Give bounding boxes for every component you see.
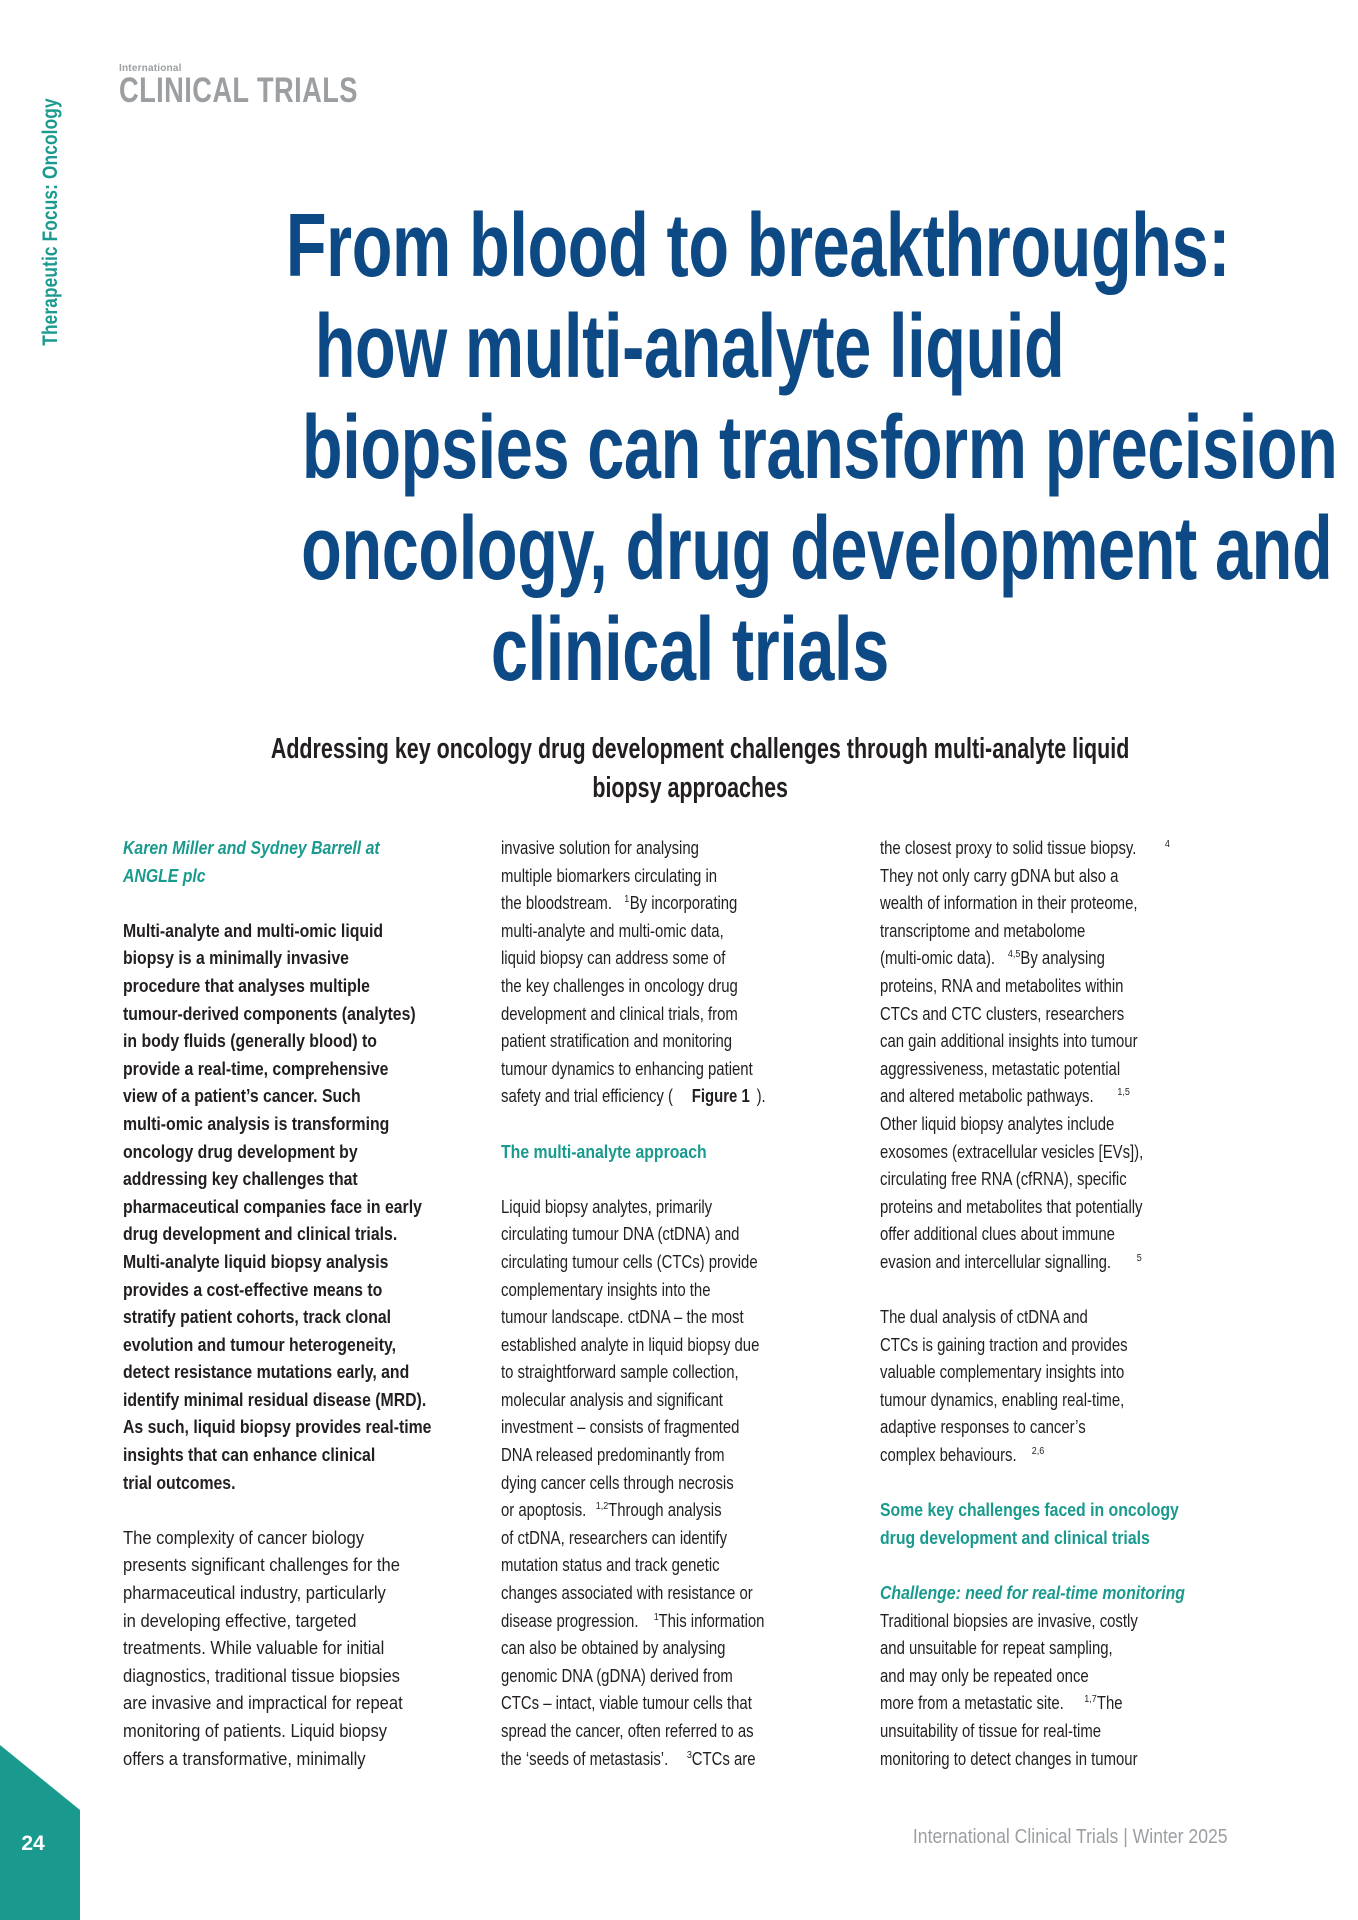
text-line — [123, 1358, 483, 1386]
text-line-content — [880, 1248, 1142, 1276]
text-line-content — [880, 917, 1108, 945]
text-run: proteins and metabolites that potentially — [880, 1195, 1143, 1217]
text-run: monitoring to detect changes in tumour — [880, 1747, 1138, 1769]
text-line-content: evolution and tumour heterogeneity, — [123, 1333, 396, 1355]
column-1 — [123, 834, 483, 1772]
text-line-content — [880, 1607, 1166, 1635]
text-line-content: tumour-derived components (analytes) — [123, 1002, 416, 1024]
running-footer-text: International Clinical Trials | Winter 2025 — [913, 1826, 1228, 1848]
text-run: genomic DNA (gDNA) derived from — [501, 1664, 733, 1686]
text-line-content — [880, 1082, 1130, 1110]
text-line-content: biopsy is a minimally invasive — [123, 947, 349, 969]
text-line — [123, 1276, 483, 1304]
text-line-content — [880, 1027, 1166, 1055]
text-line — [123, 1469, 483, 1497]
text-line-content: detect resistance mutations early, and — [123, 1361, 410, 1383]
text-line-content: addressing key challenges that — [123, 1168, 358, 1190]
subtitle-line-text: biopsy approaches — [592, 772, 788, 804]
text-line-content: As such, liquid biopsy provides real-time — [123, 1416, 432, 1438]
text-line-content — [880, 1717, 1126, 1745]
text-line — [123, 1110, 483, 1138]
citation-superscript[interactable]: 3 — [686, 1749, 692, 1761]
text-run: liquid biopsy can address some of — [501, 947, 726, 969]
text-line — [123, 1607, 483, 1635]
text-line — [880, 1413, 1240, 1441]
text-line-content — [880, 862, 1145, 890]
text-line — [123, 1303, 483, 1331]
text-run: exosomes (extracellular vesicles [EVs]), — [880, 1140, 1144, 1162]
text-line-content — [501, 1358, 765, 1386]
text-line-content — [880, 1358, 1151, 1386]
text-line-content — [501, 1469, 760, 1497]
text-line — [501, 1717, 861, 1745]
text-run: multiple biomarkers circulating in — [501, 864, 718, 886]
text-line-content: in developing effective, targeted — [123, 1609, 357, 1631]
body-paragraph — [880, 1303, 1240, 1469]
text-line — [501, 1248, 861, 1276]
text-line — [501, 1662, 861, 1690]
text-line-content: multi-omic analysis is transforming — [123, 1112, 390, 1134]
text-line — [501, 1220, 861, 1248]
text-run: tumour landscape. ctDNA – the most — [501, 1306, 744, 1328]
text-line — [123, 1634, 483, 1662]
text-run: to straightforward sample collection, — [501, 1361, 739, 1383]
text-run: They not only carry gDNA but also a — [880, 864, 1119, 886]
text-line — [501, 1193, 861, 1221]
citation-superscript[interactable]: 1,5 — [1117, 1087, 1130, 1099]
text-line — [501, 1386, 861, 1414]
text-line-content — [501, 1027, 758, 1055]
section-heading — [880, 1496, 1240, 1551]
byline — [123, 834, 483, 889]
text-run: Traditional biopsies are invasive, costly — [880, 1609, 1138, 1631]
text-line-content — [880, 1634, 1139, 1662]
text-run: and unsuitable for repeat sampling, — [880, 1637, 1113, 1659]
text-line — [880, 1055, 1240, 1083]
text-line-content — [880, 1110, 1140, 1138]
body-paragraph — [501, 834, 861, 1110]
title-line — [120, 499, 1333, 600]
subtitle-line — [120, 769, 1260, 808]
text-line — [501, 1303, 861, 1331]
text-run: circulating tumour DNA (ctDNA) and — [501, 1223, 740, 1245]
citation-superscript[interactable]: 1 — [624, 894, 630, 906]
text-line — [501, 1496, 861, 1524]
text-line — [501, 889, 861, 917]
text-run: or apoptosis. — [501, 1499, 587, 1521]
text-line-content: offers a transformative, minimally — [123, 1747, 366, 1769]
section-label — [40, 70, 62, 374]
logo-small-text: International — [119, 63, 182, 74]
text-line-content — [501, 1496, 734, 1524]
text-run: more from a metastatic site. — [880, 1692, 1064, 1714]
text-line-content — [501, 1055, 781, 1083]
text-line-content — [501, 1248, 786, 1276]
text-line — [501, 1745, 861, 1773]
text-line-content: view of a patient’s cancer. Such — [123, 1085, 361, 1107]
text-run: proteins, RNA and metabolites within — [880, 974, 1124, 996]
text-run: evasion and intercellular signalling. — [880, 1250, 1112, 1272]
text-line-content — [880, 1441, 1044, 1469]
text-line-content: pharmaceutical industry, particularly — [123, 1582, 386, 1604]
text-line-content — [501, 972, 764, 1000]
text-line — [123, 1055, 483, 1083]
text-line-content — [501, 1441, 749, 1469]
text-line — [123, 1689, 483, 1717]
text-line-content — [501, 1689, 780, 1717]
text-line-content: treatments. While valuable for initial — [123, 1637, 385, 1659]
text-line-content — [501, 862, 741, 890]
text-run: CTCs – intact, viable tumour cells that — [501, 1692, 752, 1714]
page-number: 24 — [21, 1832, 45, 1855]
text-line — [123, 1745, 483, 1773]
text-line-content — [880, 834, 1170, 862]
text-run: molecular analysis and significant — [501, 1388, 723, 1410]
citation-superscript[interactable]: 2,6 — [1031, 1446, 1045, 1458]
text-line — [880, 834, 1240, 862]
text-line — [501, 1082, 861, 1110]
text-line-content — [880, 1055, 1147, 1083]
text-line-content: diagnostics, traditional tissue biopsies — [123, 1664, 400, 1686]
text-run: and may only be repeated once — [880, 1664, 1089, 1686]
text-line — [501, 1276, 861, 1304]
text-line — [123, 1138, 483, 1166]
text-line-content — [880, 1000, 1151, 1028]
body-paragraph — [880, 834, 1240, 1276]
text-line — [880, 1110, 1240, 1138]
text-run: Other liquid biopsy analytes include — [880, 1112, 1115, 1134]
text-line-content: pharmaceutical companies face in early — [123, 1195, 422, 1217]
running-footer — [870, 1826, 1228, 1849]
text-run: safety and trial efficiency ( — [501, 1085, 673, 1107]
title-line — [120, 398, 1338, 499]
text-line-content: provides a cost-effective means to — [123, 1278, 383, 1300]
text-line-content: Multi-analyte and multi-omic liquid — [123, 919, 384, 941]
text-line-content — [880, 1745, 1166, 1773]
text-line-content: The complexity of cancer biology — [123, 1526, 365, 1548]
text-run: circulating free RNA (cfRNA), specific — [880, 1168, 1127, 1190]
text-line-content — [501, 1634, 750, 1662]
text-line — [880, 1607, 1240, 1635]
title-line-text: oncology, drug development and — [301, 499, 1333, 599]
text-line — [123, 1331, 483, 1359]
text-line-content — [501, 1331, 788, 1359]
citation-superscript[interactable]: 1 — [653, 1611, 659, 1623]
text-line-content — [880, 1331, 1155, 1359]
byline-line: Karen Miller and Sydney Barrell at — [123, 837, 380, 858]
citation-superscript[interactable]: 1,7 — [1084, 1694, 1097, 1706]
text-run: DNA released predominantly from — [501, 1444, 725, 1466]
text-line — [880, 1193, 1240, 1221]
section-heading-text: drug development and clinical trials — [880, 1526, 1150, 1548]
text-run: Through analysis — [608, 1499, 722, 1521]
citation-superscript[interactable]: 5 — [1136, 1252, 1142, 1264]
text-line-content — [501, 1276, 734, 1304]
text-line-content — [880, 972, 1150, 1000]
text-run: CTCs are — [691, 1747, 756, 1769]
text-line — [501, 862, 861, 890]
text-line-content — [501, 1386, 748, 1414]
text-line — [501, 834, 861, 862]
text-line — [880, 1358, 1240, 1386]
subsection-heading — [880, 1579, 1240, 1607]
text-line — [880, 1000, 1240, 1028]
text-line-content — [501, 889, 749, 917]
text-line — [501, 1055, 861, 1083]
text-run: invasive solution for analysing — [501, 837, 699, 858]
title-line-text: From blood to breakthroughs: — [285, 196, 1231, 296]
text-line-content: identify minimal residual disease (MRD). — [123, 1388, 427, 1410]
text-line-content — [880, 1220, 1141, 1248]
text-line — [880, 917, 1240, 945]
text-line-content: monitoring of patients. Liquid biopsy — [123, 1720, 388, 1741]
text-line — [123, 1413, 483, 1441]
text-line-content — [501, 944, 750, 972]
text-line — [501, 1634, 861, 1662]
text-run: multi-analyte and multi-omic data, — [501, 919, 724, 941]
text-line — [501, 1000, 861, 1028]
text-run: valuable complementary insights into — [880, 1361, 1125, 1383]
title-line — [120, 600, 1260, 701]
text-line-content — [880, 1193, 1172, 1221]
subsection-heading-text: Challenge: need for real-time monitoring — [880, 1582, 1185, 1604]
text-line-content — [501, 1303, 771, 1331]
text-line — [501, 944, 861, 972]
publication-logo — [119, 63, 425, 110]
text-line — [880, 1303, 1240, 1331]
text-line — [123, 1027, 483, 1055]
text-run: By incorporating — [629, 892, 737, 914]
text-line — [501, 1358, 861, 1386]
text-line-content — [501, 1413, 766, 1441]
text-line-content: drug development and clinical trials. — [123, 1223, 398, 1245]
text-line-content — [501, 1220, 766, 1248]
text-run: The — [1096, 1692, 1123, 1714]
text-line — [880, 1689, 1240, 1717]
section-heading-text: Some key challenges faced in oncology — [880, 1499, 1179, 1521]
text-run: adaptive responses to cancer’s — [880, 1416, 1086, 1438]
text-line — [880, 862, 1240, 890]
text-line — [880, 1165, 1240, 1193]
text-line-content — [501, 1579, 781, 1607]
section-heading-text: The multi-analyte approach — [501, 1140, 707, 1162]
text-run: tumour dynamics, enabling real-time, — [880, 1388, 1125, 1410]
text-line — [880, 1138, 1240, 1166]
text-line — [880, 972, 1240, 1000]
text-run: established analyte in liquid biopsy due — [501, 1333, 760, 1355]
text-line-content: in body fluids (generally blood) to — [123, 1030, 377, 1052]
text-run: changes associated with resistance or — [501, 1582, 753, 1604]
text-run: development and clinical trials, from — [501, 1002, 738, 1024]
text-run: (multi-omic data). — [880, 947, 996, 969]
text-run: disease progression. — [501, 1609, 639, 1631]
text-line-content: presents significant challenges for the — [123, 1554, 400, 1576]
text-line — [123, 1579, 483, 1607]
text-line — [123, 1193, 483, 1221]
text-line — [501, 1413, 861, 1441]
text-line — [501, 1331, 861, 1359]
text-line-content: Multi-analyte liquid biopsy analysis — [123, 1250, 389, 1272]
text-run: dying cancer cells through necrosis — [501, 1471, 734, 1493]
text-run: spread the cancer, often referred to as — [501, 1720, 754, 1741]
citation-superscript[interactable]: 1,2 — [595, 1501, 609, 1513]
article-subtitle — [120, 730, 1260, 808]
body-paragraph — [880, 1607, 1240, 1773]
text-run: complementary insights into the — [501, 1278, 711, 1300]
text-run: of ctDNA, researchers can identify — [501, 1526, 728, 1548]
text-line — [880, 1331, 1240, 1359]
text-run: investment – consists of fragmented — [501, 1416, 740, 1438]
text-line — [880, 1082, 1240, 1110]
text-run: the key challenges in oncology drug — [501, 974, 738, 996]
text-line — [123, 972, 483, 1000]
text-run: the closest proxy to solid tissue biopsy. — [880, 837, 1137, 858]
text-run: Liquid biopsy analytes, primarily — [501, 1195, 713, 1217]
section-label-text: Therapeutic Focus: Oncology — [39, 98, 62, 346]
text-line — [501, 1689, 861, 1717]
text-run: tumour dynamics to enhancing patient — [501, 1057, 753, 1079]
text-line-content: provide a real-time, comprehensive — [123, 1057, 389, 1079]
text-line — [880, 944, 1240, 972]
text-line — [501, 1524, 861, 1552]
text-run: By analysing — [1020, 947, 1105, 969]
subtitle-line — [120, 730, 1260, 769]
text-line — [123, 1386, 483, 1414]
text-line-content — [880, 1662, 1112, 1690]
text-line — [123, 1441, 483, 1469]
text-line-content: stratify patient cohorts, track clonal — [123, 1306, 392, 1328]
text-run: ). — [756, 1085, 766, 1107]
text-line-content — [501, 1717, 782, 1745]
text-run: and altered metabolic pathways. — [880, 1085, 1094, 1107]
text-line-content — [501, 834, 721, 862]
text-line-content — [501, 1551, 744, 1579]
text-line — [123, 1248, 483, 1276]
text-line-content — [880, 1386, 1151, 1414]
logo-main-text: CLINICAL TRIALS — [119, 71, 358, 110]
text-run: patient stratification and monitoring — [501, 1030, 733, 1052]
text-run: circulating tumour cells (CTCs) provide — [501, 1250, 758, 1272]
text-line-content — [501, 1524, 752, 1552]
text-line — [880, 1248, 1240, 1276]
figure-reference[interactable]: Figure 1 — [692, 1085, 751, 1107]
title-line-text: biopsies can transform precision — [301, 398, 1338, 498]
text-line-content — [501, 1000, 764, 1028]
text-run: complex behaviours. — [880, 1444, 1017, 1466]
lead-paragraph — [123, 917, 483, 1496]
text-line — [123, 1662, 483, 1690]
text-run: mutation status and track genetic — [501, 1554, 720, 1576]
text-run: wealth of information in their proteome, — [880, 892, 1138, 914]
text-run: aggressiveness, metastatic potential — [880, 1057, 1121, 1079]
text-line — [123, 917, 483, 945]
text-line — [880, 889, 1240, 917]
text-line — [501, 1469, 861, 1497]
text-line — [123, 944, 483, 972]
text-line — [880, 1662, 1240, 1690]
text-line — [880, 1027, 1240, 1055]
text-run: can gain additional insights into tumour — [880, 1030, 1138, 1052]
text-line-content: insights that can enhance clinical — [123, 1444, 376, 1466]
subtitle-line-text: Addressing key oncology drug development challenges through multi-analyte liquid — [270, 733, 1130, 765]
citation-superscript[interactable]: 4 — [1164, 839, 1170, 850]
text-run: This information — [658, 1609, 765, 1631]
text-line — [501, 1579, 861, 1607]
text-line-content — [880, 1413, 1109, 1441]
text-line-content — [501, 1082, 767, 1110]
citation-superscript[interactable]: 4,5 — [1007, 949, 1021, 961]
text-line-content — [501, 1193, 736, 1221]
text-line — [123, 1220, 483, 1248]
text-run: CTCs is gaining traction and provides — [880, 1333, 1128, 1355]
title-line — [120, 196, 1260, 297]
text-line-content — [880, 1689, 1125, 1717]
text-line — [880, 1220, 1240, 1248]
text-line — [501, 1551, 861, 1579]
text-line-content — [501, 1607, 776, 1635]
text-run: the ‘seeds of metastasis’. — [501, 1747, 669, 1769]
text-line — [501, 1607, 861, 1635]
text-run: The dual analysis of ctDNA and — [880, 1306, 1088, 1328]
section-heading — [501, 1138, 861, 1166]
body-paragraph — [123, 1524, 483, 1772]
text-line — [501, 972, 861, 1000]
byline-line: ANGLE plc — [123, 864, 206, 886]
text-line — [880, 1717, 1240, 1745]
text-line — [123, 1524, 483, 1552]
text-line — [880, 1441, 1240, 1469]
article-title — [120, 196, 1338, 701]
text-line — [123, 1082, 483, 1110]
text-line-content — [880, 944, 1114, 972]
text-line — [123, 1717, 483, 1745]
text-run: offer additional clues about immune — [880, 1223, 1115, 1245]
text-line-content — [880, 1303, 1111, 1331]
text-run: unsuitability of tissue for real-time — [880, 1720, 1102, 1741]
text-line-content: are invasive and impractical for repeat — [123, 1692, 403, 1714]
text-line-content — [880, 889, 1166, 917]
text-line — [501, 1027, 861, 1055]
column-2 — [501, 834, 861, 1772]
text-line-content: procedure that analyses multiple — [123, 974, 370, 996]
text-run: CTCs and CTC clusters, researchers — [880, 1002, 1125, 1024]
text-line-content — [880, 1165, 1154, 1193]
text-line-content: oncology drug development by — [123, 1140, 358, 1162]
text-line-content — [501, 917, 748, 945]
text-line-content: trial outcomes. — [123, 1471, 236, 1493]
text-line — [123, 1551, 483, 1579]
title-line-text: clinical trials — [491, 600, 889, 700]
text-run: can also be obtained by analysing — [501, 1637, 726, 1659]
body-paragraph — [501, 1193, 861, 1772]
column-3 — [880, 834, 1240, 1772]
text-line-content — [880, 1138, 1173, 1166]
text-run: transcriptome and metabolome — [880, 919, 1086, 941]
text-line — [123, 1000, 483, 1028]
text-line-content — [501, 1662, 759, 1690]
text-line — [501, 917, 861, 945]
title-line-text: how multi-analyte liquid — [315, 297, 1065, 397]
text-line-content — [501, 1745, 763, 1773]
text-line — [880, 1634, 1240, 1662]
text-line — [880, 1745, 1240, 1773]
text-line — [880, 1386, 1240, 1414]
text-run: the bloodstream. — [501, 892, 612, 914]
text-line — [123, 1165, 483, 1193]
title-line — [120, 297, 1260, 398]
text-line — [501, 1441, 861, 1469]
